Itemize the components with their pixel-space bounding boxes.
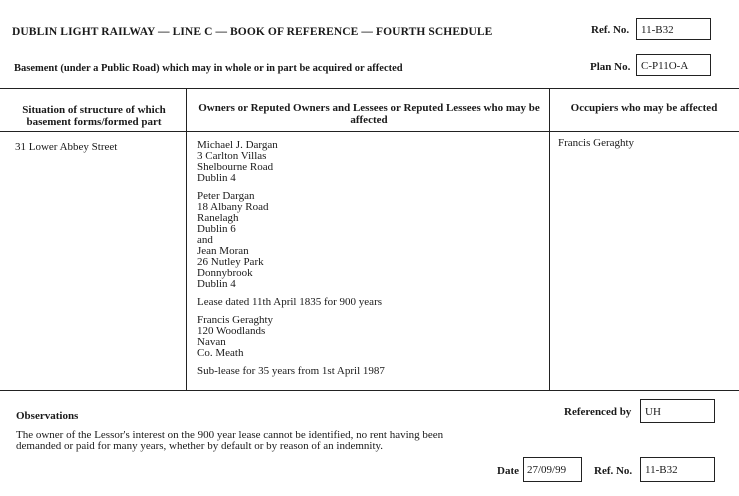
document-subtitle: Basement (under a Public Road) which may in whole or in part be acquired or affected [14,63,403,74]
lessee-address-block [197,315,542,359]
document-title: DUBLIN LIGHT RAILWAY — LINE C — BOOK OF REFERENCE — FOURTH SCHEDULE [12,26,493,38]
situation-cell: 31 Lower Abbey Street [15,141,118,153]
ref-no-field: 11-B32 [636,18,711,40]
address-line: Dublin 4 [197,172,236,184]
plan-no-field: C-P11O-A [636,54,711,76]
address-line: Co. Meath [197,347,244,359]
column-divider-2 [549,88,550,390]
column-header-occupiers: Occupiers who may be affected [570,102,718,114]
address-line: 120 Woodlands [197,325,266,337]
address-line: and [197,234,213,246]
observations-label: Observations [16,410,79,422]
footer-ref-no-label: Ref. No. [594,465,633,477]
address-line: Navan [197,336,226,348]
sublease-note: Sub-lease for 35 years from 1st April 1987 [197,365,385,377]
table-bottom-rule [0,390,739,391]
ref-no-label: Ref. No. [591,24,630,36]
owners-cell [197,140,542,377]
date-field: 27/09/99 [523,457,582,482]
footer-ref-no-field: 11-B32 [640,457,715,482]
table-header-rule [0,131,739,132]
date-label: Date [497,465,519,477]
address-line: Shelbourne Road [197,161,274,173]
address-line: Donnybrook [197,267,253,279]
lease-note: Lease dated 11th April 1835 for 900 years [197,296,383,308]
address-line: Ranelagh [197,212,239,224]
column-divider-1 [186,88,187,390]
plan-no-label: Plan No. [590,61,631,73]
address-line: 26 Nutley Park [197,256,264,268]
observations-text-line-1: The owner of the Lessor's interest on the 900 year lease cannot be identified, no rent having been [16,429,444,441]
address-line: 3 Carlton Villas [197,150,267,162]
address-line: Michael J. Dargan [197,139,278,151]
observations-text-line-2: demanded or paid for many years, whether by default or by reason of an indemnity. [16,440,384,452]
address-line: 18 Albany Road [197,201,269,213]
table-top-rule [0,88,739,89]
address-line: Dublin 6 [197,223,236,235]
address-line: Jean Moran [197,245,249,257]
referenced-by-field: UH [640,399,715,423]
owner-address-block [197,140,542,184]
address-line: Dublin 4 [197,278,236,290]
referenced-by-label: Referenced by [564,406,632,418]
column-header-owners: Owners or Reputed Owners and Lessees or Reputed Lessees who may be affected [198,102,540,126]
column-header-situation: Situation of structure of which basement forms/formed part [22,104,166,128]
address-line: Peter Dargan [197,190,255,202]
owner-address-block [197,191,542,290]
address-line: Francis Geraghty [197,314,274,326]
occupier-cell: Francis Geraghty [558,137,635,149]
